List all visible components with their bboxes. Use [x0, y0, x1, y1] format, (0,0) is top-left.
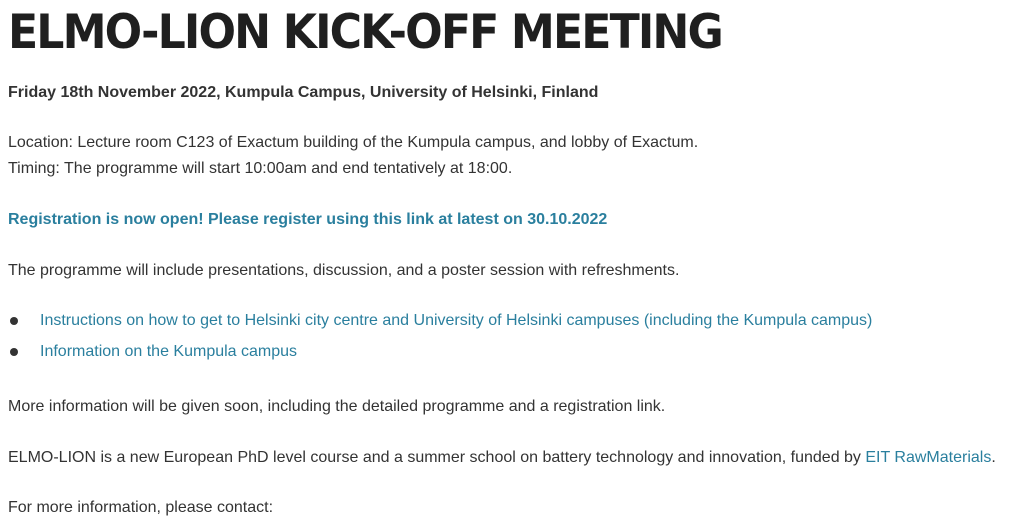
elmo-description-text: ELMO-LION is a new European PhD level course and a summer school on battery technology and innovation, funded by — [8, 449, 866, 466]
location-text: Location: Lecture room C123 of Exactum building of the Kumpula campus, and lobby of Exactum. — [8, 134, 699, 151]
elmo-description — [8, 447, 996, 469]
bullet-icon — [10, 348, 18, 356]
bullet-icon — [10, 317, 18, 325]
registration-link[interactable]: Registration is now open! Please register using this link at latest on 30.10.2022 — [8, 211, 608, 228]
more-info-text: More information will be given soon, including the detailed programme and a registration link. — [8, 398, 666, 415]
list-item — [8, 310, 872, 332]
eit-rawmaterials-link[interactable]: EIT RawMaterials — [865, 449, 992, 466]
elmo-description-suffix: . — [991, 449, 996, 466]
directions-link[interactable]: Instructions on how to get to Helsinki city centre and University of Helsinki campuses (including the Kumpula campus) — [40, 312, 873, 329]
programme-text: The programme will include presentations, discussion, and a poster session with refreshments. — [8, 262, 680, 279]
contact-text: For more information, please contact: — [8, 499, 274, 516]
timing-text: Timing: The programme will start 10:00am and end tentatively at 18:00. — [8, 160, 513, 177]
list-item — [8, 341, 297, 363]
event-date-location: Friday 18th November 2022, Kumpula Campus, University of Helsinki, Finland — [8, 84, 599, 101]
kumpula-campus-link[interactable]: Information on the Kumpula campus — [40, 343, 298, 360]
page-title: ELMO-LION KICK-OFF MEETING — [8, 5, 722, 60]
